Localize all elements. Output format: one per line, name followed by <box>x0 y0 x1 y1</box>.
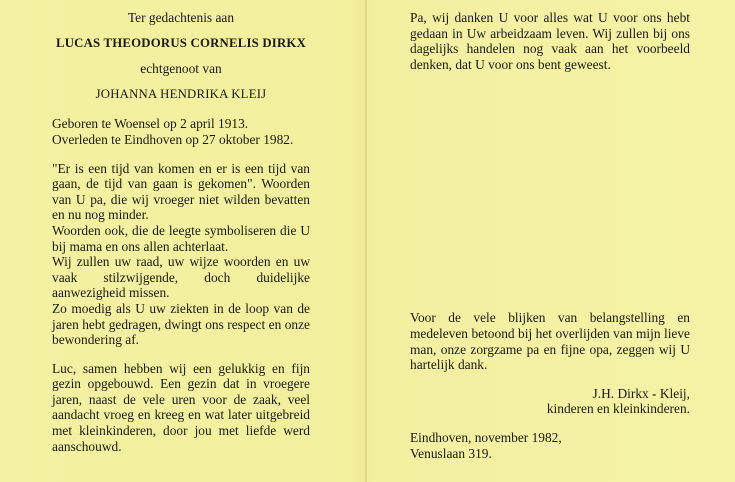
deceased-name: LUCAS THEODORUS CORNELIS DIRKX <box>55 35 307 50</box>
paragraph-family: Luc, samen hebben wij een gelukkig en fijn gezin opgebouwd. Een gezin dat in vroegere jaren, naast de vele uren voor de zaak, veel aandacht vroeg en kreeg en wat later uitgebreid met kleinkinderen, door jou met liefde werd aanschouwd. <box>52 360 310 454</box>
intro-line: Ter gedachtenis aan <box>127 10 235 25</box>
place-date: Eindhoven, november 1982, <box>410 429 562 445</box>
left-panel <box>52 10 310 454</box>
signature-name: J.H. Dirkx - Kleij, <box>592 385 690 401</box>
paragraph-courage: Zo moedig als U uw ziekten in de loop van de jaren hebt gedragen, dwingt ons respect en onze bewondering af. <box>52 300 310 348</box>
card-fold <box>365 0 367 482</box>
death-line: Overleden te Eindhoven op 27 oktober 1982. <box>52 131 294 147</box>
quote-paragraph: "Er is een tijd van komen en er is een tijd van gaan, de tijd van gaan is gekomen". Woorden van U pa, die wij vroeger niet wilden bevatten en nu nog minder. <box>52 160 310 223</box>
paragraph-advice: Wij zullen uw raad, uw wijze woorden en uw vaak stilzwijgende, doch duidelijke aanwezigheid missen. <box>52 254 310 301</box>
right-panel <box>410 10 690 461</box>
paragraph-emptiness: Woorden ook, die de leegte symboliseren die U bij mama en ons allen achterlaat. <box>52 222 310 254</box>
signature-family: kinderen en kleinkinderen. <box>546 401 690 417</box>
thanks-paragraph: Voor de vele blijken van belangstelling en medeleven betoond bij het overlijden van mijn lieve man, onze zorgzame pa en fijne opa, zeggen wij U hartelijk dank. <box>410 310 690 373</box>
address: Venuslaan 319. <box>410 445 492 461</box>
spouse-name: JOHANNA HENDRIKA KLEIJ <box>95 86 267 101</box>
paragraph-gratitude: Pa, wij danken U voor alles wat U voor ons hebt gedaan in Uw arbeidzaam leven. Wij zullen bij ons dagelijks handelen nog vaak aan het voorbeeld denken, dat U voor ons bent geweest. <box>410 10 690 72</box>
relation-line: echtgenoot van <box>140 61 222 77</box>
birth-line: Geboren te Woensel op 2 april 1913. <box>52 116 249 132</box>
